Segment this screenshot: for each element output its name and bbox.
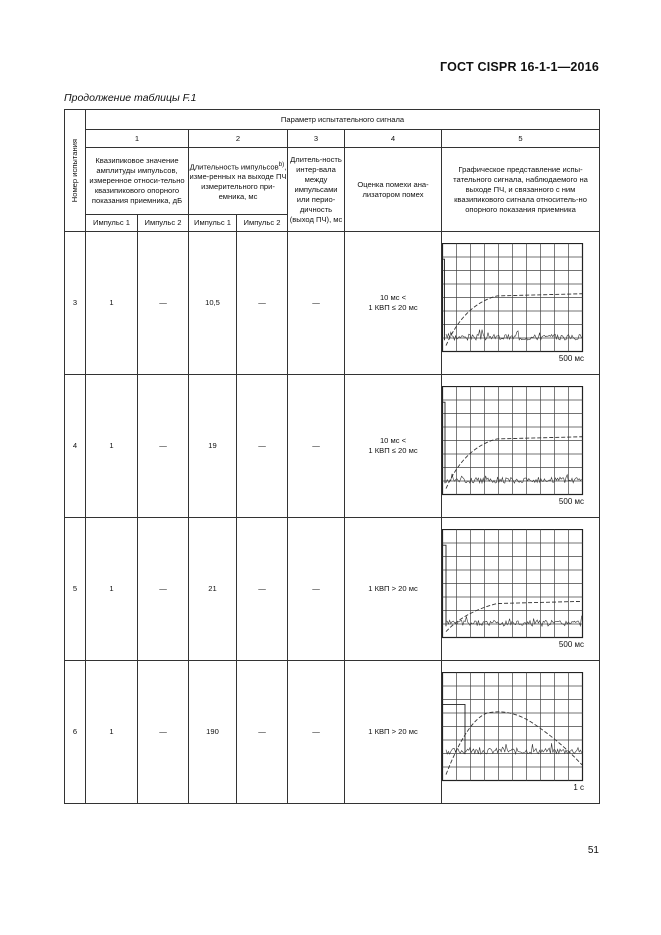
duration-impulse-1: 190 [189, 661, 237, 804]
time-scale-label: 500 мс [558, 353, 584, 363]
table-row [65, 518, 600, 661]
time-scale-label: 1 с [573, 782, 584, 792]
column-number-5: 5 [442, 130, 600, 148]
sub-impulse-1-dur: Импульс 1 [189, 215, 237, 232]
assessment [345, 661, 442, 804]
qp-impulse-2: — [138, 232, 189, 375]
group-header: Параметр испытательного сигнала [86, 110, 600, 130]
oscilloscope-graph [442, 386, 586, 507]
sub-impulse-1-qp: Импульс 1 [86, 215, 138, 232]
column-number-2: 2 [189, 130, 288, 148]
oscilloscope-trace [442, 243, 584, 353]
assessment [345, 232, 442, 375]
page-number: 51 [587, 845, 599, 856]
time-scale-label: 500 мс [558, 496, 584, 506]
oscilloscope-graph [442, 672, 586, 793]
duration-impulse-2: — [237, 518, 288, 661]
col3-header: Длитель-ность интер-вала между импульсами или перио-дичность (выход ПЧ), мс [288, 148, 345, 232]
col5-header: Графическое представление испы-тательного сигнала, наблюдаемого на выходе ПЧ, и связанного с ним квазипикового сигнала относитель-но опорного показания приемника [442, 148, 600, 232]
interval: — [288, 232, 345, 375]
signal-graph-cell [442, 375, 600, 518]
test-number: 6 [65, 661, 86, 804]
test-number: 5 [65, 518, 86, 661]
table-row [65, 375, 600, 518]
column-number-3: 3 [288, 130, 345, 148]
qp-impulse-1: 1 [86, 232, 138, 375]
assessment-line-1: 10 мс < [379, 436, 407, 445]
oscilloscope-trace [442, 672, 584, 782]
test-number-header-cell [65, 110, 86, 232]
column-number-1: 1 [86, 130, 189, 148]
assessment-line-2: 1 КВП ≤ 20 мс [368, 446, 418, 455]
footnote-mark: b) [278, 160, 285, 168]
assessment [345, 518, 442, 661]
oscilloscope-trace [442, 529, 584, 639]
signal-graph-cell [442, 518, 600, 661]
table-row [65, 661, 600, 804]
qp-impulse-2: — [138, 661, 189, 804]
assessment-line-1: 10 мс < [379, 293, 407, 302]
interval: — [288, 518, 345, 661]
standard-header: ГОСТ CISPR 16-1-1—2016 [440, 60, 599, 74]
oscilloscope-trace [442, 386, 584, 496]
qp-impulse-1: 1 [86, 518, 138, 661]
col1-header: Квазипиковое значение амплитуды импульсов, измеренное относи-тельно квазипикового опорного показания приемника, дБ [86, 148, 189, 215]
qp-impulse-2: — [138, 518, 189, 661]
qp-impulse-2: — [138, 375, 189, 518]
table-caption: Продолжение таблицы F.1 [64, 92, 197, 104]
test-table [64, 109, 600, 804]
duration-impulse-1: 10,5 [189, 232, 237, 375]
signal-graph-cell [442, 232, 600, 375]
signal-graph-cell [442, 661, 600, 804]
duration-impulse-2: — [237, 375, 288, 518]
duration-impulse-2: — [237, 661, 288, 804]
duration-impulse-1: 21 [189, 518, 237, 661]
col2-header: Длительность импульсов$^{b)}$, изме-ренных на выходе ПЧ измерительного при-емника, мс [189, 148, 288, 215]
duration-impulse-1: 19 [189, 375, 237, 518]
column-number-4: 4 [345, 130, 442, 148]
assessment-line-2: 1 КВП ≤ 20 мс [368, 303, 418, 312]
duration-impulse-2: — [237, 232, 288, 375]
sub-impulse-2-qp: Импульс 2 [138, 215, 189, 232]
col4-header: Оценка помехи ана-лизатором помех [345, 148, 442, 232]
table-row [65, 232, 600, 375]
test-number-header: Номер испытания [70, 138, 79, 203]
sub-impulse-2-dur: Импульс 2 [237, 215, 288, 232]
assessment [345, 375, 442, 518]
oscilloscope-graph [442, 243, 586, 364]
qp-impulse-1: 1 [86, 661, 138, 804]
qp-impulse-1: 1 [86, 375, 138, 518]
assessment-line-1: 1 КВП > 20 мс [368, 584, 418, 593]
interval: — [288, 661, 345, 804]
test-number: 3 [65, 232, 86, 375]
assessment-line-1: 1 КВП > 20 мс [368, 727, 418, 736]
test-number: 4 [65, 375, 86, 518]
time-scale-label: 500 мс [558, 639, 584, 649]
oscilloscope-graph [442, 529, 586, 650]
interval: — [288, 375, 345, 518]
